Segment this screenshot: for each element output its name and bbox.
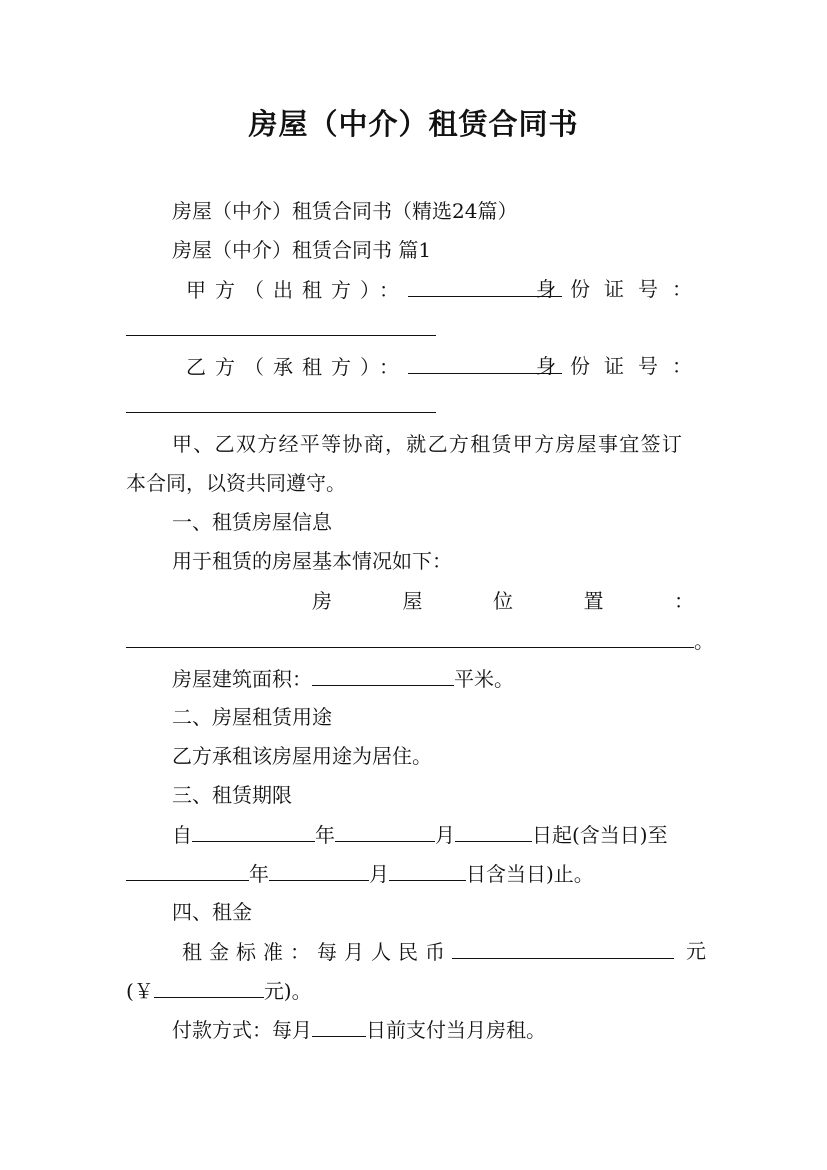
term-year-2: 年 — [249, 862, 269, 886]
term-month: 月 — [435, 823, 455, 847]
payment-day-blank — [312, 1016, 366, 1037]
term-line-1 — [172, 821, 706, 848]
location-period: 。 — [694, 629, 714, 653]
location-char: 置 — [583, 589, 604, 613]
section-1-text: 用于租赁的房屋基本情况如下： — [172, 549, 452, 573]
rent-yuan: 元 — [686, 939, 706, 963]
party-b-line — [186, 353, 706, 380]
party-a-id-label: 身份证号： — [536, 277, 706, 301]
party-b-id-blank — [126, 412, 436, 413]
section-4-heading: 四、租金 — [172, 900, 252, 924]
intro-line-2: 本合同，以资共同遵守。 — [126, 471, 346, 495]
term-day-start: 日起(含当日)至 — [532, 823, 668, 847]
area-unit: 平米。 — [454, 667, 514, 691]
rent-currency-open: (￥ — [126, 979, 154, 1003]
party-a-label: 甲方（出租方）： — [186, 278, 408, 302]
end-year-blank — [126, 860, 249, 881]
end-month-blank — [269, 860, 369, 881]
rent-number-blank — [154, 977, 264, 998]
intro-line-1: 甲、乙双方经平等协商，就乙方租赁甲方房屋事宜签订 — [172, 432, 684, 456]
start-month-blank — [335, 821, 435, 842]
section-2-text: 乙方承租该房屋用途为居住。 — [172, 744, 432, 768]
page-title: 房屋（中介）租赁合同书 — [248, 107, 579, 141]
party-b-id-label: 身份证号： — [536, 354, 706, 378]
end-day-blank — [389, 860, 466, 881]
section-2-heading: 二、房屋租赁用途 — [172, 705, 332, 729]
location-label — [312, 588, 694, 614]
location-char: 屋 — [402, 589, 423, 613]
location-char: ： — [674, 589, 694, 613]
rent-line-1 — [182, 938, 706, 965]
party-a-id-blank — [126, 335, 436, 336]
term-year: 年 — [315, 823, 335, 847]
payment-line — [172, 1016, 706, 1043]
section-1-heading: 一、租赁房屋信息 — [172, 510, 332, 534]
area-blank — [312, 665, 454, 686]
area-label: 房屋建筑面积： — [172, 667, 312, 691]
area-line — [172, 665, 706, 692]
start-day-blank — [455, 821, 532, 842]
term-from: 自 — [172, 823, 192, 847]
rent-label: 租金标准：每月人民币 — [182, 940, 452, 964]
rent-line-2 — [126, 977, 706, 1004]
term-line-2 — [126, 860, 706, 887]
section-heading: 房屋（中介）租赁合同书 篇1 — [172, 238, 432, 262]
payment-label: 付款方式：每月 — [172, 1018, 312, 1042]
section-3-heading: 三、租赁期限 — [172, 783, 292, 807]
rent-amount-blank — [452, 938, 674, 959]
location-blank — [126, 647, 694, 648]
party-b-label: 乙方（承租方）： — [186, 355, 408, 379]
term-month-2: 月 — [369, 862, 389, 886]
rent-currency-close: 元)。 — [263, 979, 312, 1003]
start-year-blank — [192, 821, 315, 842]
location-char: 房 — [312, 589, 332, 613]
subtitle-line: 房屋（中介）租赁合同书（精选24篇） — [172, 199, 518, 223]
party-a-line — [186, 276, 706, 303]
term-day-end: 日含当日)止。 — [466, 862, 594, 886]
location-char: 位 — [493, 589, 513, 613]
payment-end: 日前支付当月房租。 — [366, 1018, 546, 1042]
